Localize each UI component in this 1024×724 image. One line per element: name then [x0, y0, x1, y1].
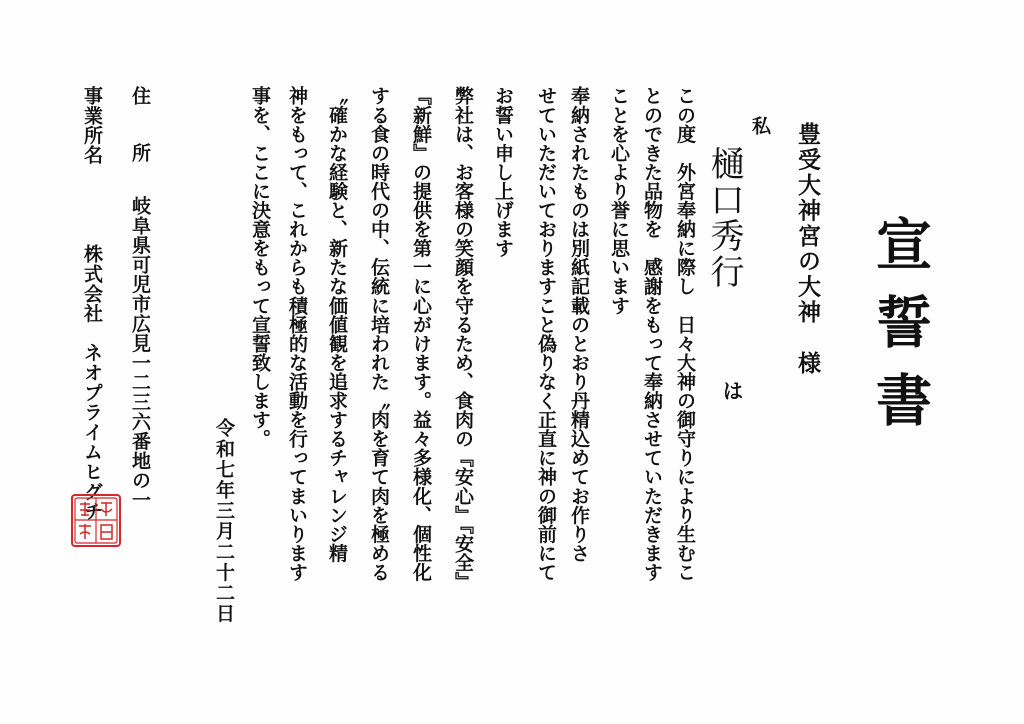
body-line: 事を、ここに決意をもって宣誓致します。	[249, 86, 271, 448]
body-line: 『新鮮』の提供を第一に心がけます。益々多様化、個性化	[410, 86, 432, 582]
body-line: ことを心より誉に思います	[608, 86, 630, 315]
signer-name: 樋口秀行	[704, 146, 744, 290]
address-value: 岐阜県可児市広見一二三六番地の一	[129, 196, 151, 510]
business-label: 事業所名	[81, 86, 103, 165]
business-name: 株式会社 ネオプライムヒグチ	[81, 244, 103, 522]
body-line: 奉納されたものは別紙記載のとおり丹精込めてお作りさ	[568, 86, 590, 563]
body-line: 神をもって、これからも積極的な活動を行ってまいります	[286, 86, 308, 582]
body-line: この度 外宮奉納に際し 日々大神の御守りにより生むこ	[674, 86, 696, 582]
body-line: せていただいておりますこと偽りなく正直に神の御前にて	[535, 86, 557, 582]
address-label: 住 所	[129, 86, 151, 162]
particle: は	[720, 380, 745, 401]
company-seal-stamp-icon	[66, 490, 126, 552]
body-line: お誓い申し上げます	[492, 86, 514, 258]
body-line: する食の時代の中、伝統に培われた〝肉を育て肉を極める	[368, 86, 390, 582]
body-line: 〝確かな経験と、新たな価値観を追求するチャレンジ精	[326, 86, 348, 563]
body-line: 弊社は、お客様の笑顔を守るため、食肉の『安心』『安全』	[452, 86, 474, 591]
addressee: 豊受大神宮の大神 様	[794, 122, 821, 376]
document-date: 令和七年三月二十二日	[213, 418, 235, 624]
body-line: とのできた品物を 感謝をもって奉納させていただきます	[641, 86, 663, 582]
pronoun: 私	[749, 116, 771, 135]
document-title: 宣誓書	[867, 215, 933, 449]
